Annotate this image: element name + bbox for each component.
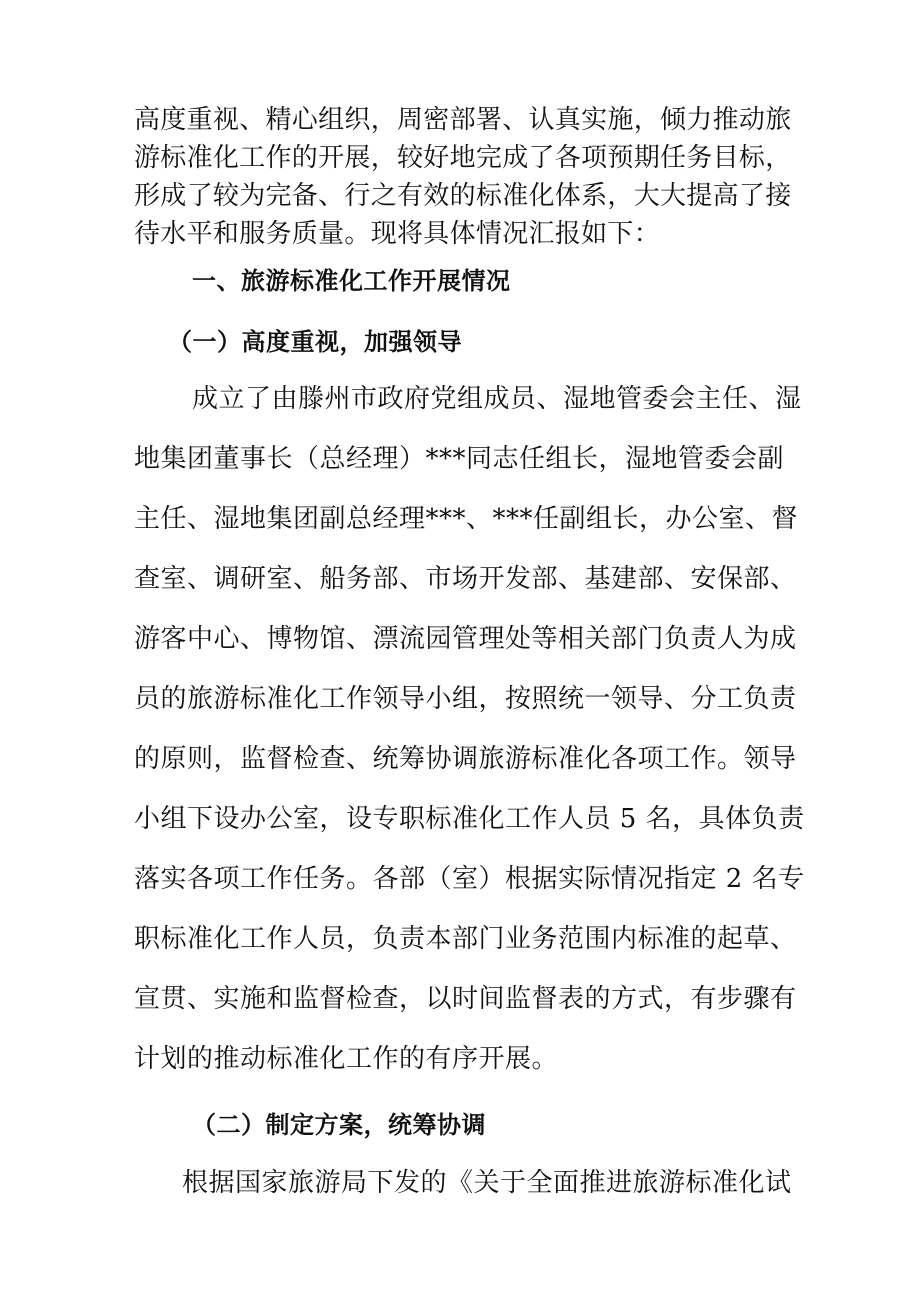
paragraph-line: 游客中心、博物馆、漂流园管理处等相关部门负责人为成 bbox=[134, 624, 797, 654]
intro-line-3: 形成了较为完备、行之有效的标准化体系，大大提高了接 bbox=[134, 181, 792, 211]
paragraph-line: 职标准化工作人员，负责本部门业务范围内标准的起草、 bbox=[134, 924, 797, 954]
paragraph-line: 根据国家旅游局下发的《关于全面推进旅游标准化试 bbox=[182, 1168, 792, 1198]
subsection-heading-2: （二）制定方案，统筹协调 bbox=[192, 1111, 486, 1139]
intro-line-4: 待水平和服务质量。现将具体情况汇报如下： bbox=[134, 219, 661, 249]
paragraph-line: 宣贯、实施和监督检查，以时间监督表的方式，有步骤有 bbox=[134, 984, 797, 1014]
section-heading-1: 一、旅游标准化工作开展情况 bbox=[192, 267, 511, 295]
paragraph-line: 成立了由滕州市政府党组成员、湿地管委会主任、湿 bbox=[192, 384, 802, 414]
paragraph-line: 小组下设办公室，设专职标准化工作人员 5 名，具体负责 bbox=[134, 804, 805, 834]
intro-line-2: 游标准化工作的开展，较好地完成了各项预期任务目标， bbox=[134, 143, 792, 173]
subsection-heading-1: （一）高度重视，加强领导 bbox=[168, 328, 462, 356]
paragraph-line: 落实各项工作任务。各部（室）根据实际情况指定 2 名专 bbox=[134, 864, 805, 894]
paragraph-line: 主任、湿地集团副总经理***、***任副组长，办公室、督 bbox=[134, 504, 799, 534]
intro-line-1: 高度重视、精心组织，周密部署、认真实施，倾力推动旅 bbox=[134, 105, 792, 135]
paragraph-line: 地集团董事长（总经理）***同志任组长，湿地管委会副 bbox=[134, 444, 785, 474]
paragraph-line: 查室、调研室、船务部、市场开发部、基建部、安保部、 bbox=[134, 564, 797, 594]
paragraph-line: 员的旅游标准化工作领导小组，按照统一领导、分工负责 bbox=[134, 684, 797, 714]
paragraph-line: 的原则，监督检查、统筹协调旅游标准化各项工作。领导 bbox=[134, 744, 797, 774]
paragraph-line: 计划的推动标准化工作的有序开展。 bbox=[134, 1044, 559, 1074]
